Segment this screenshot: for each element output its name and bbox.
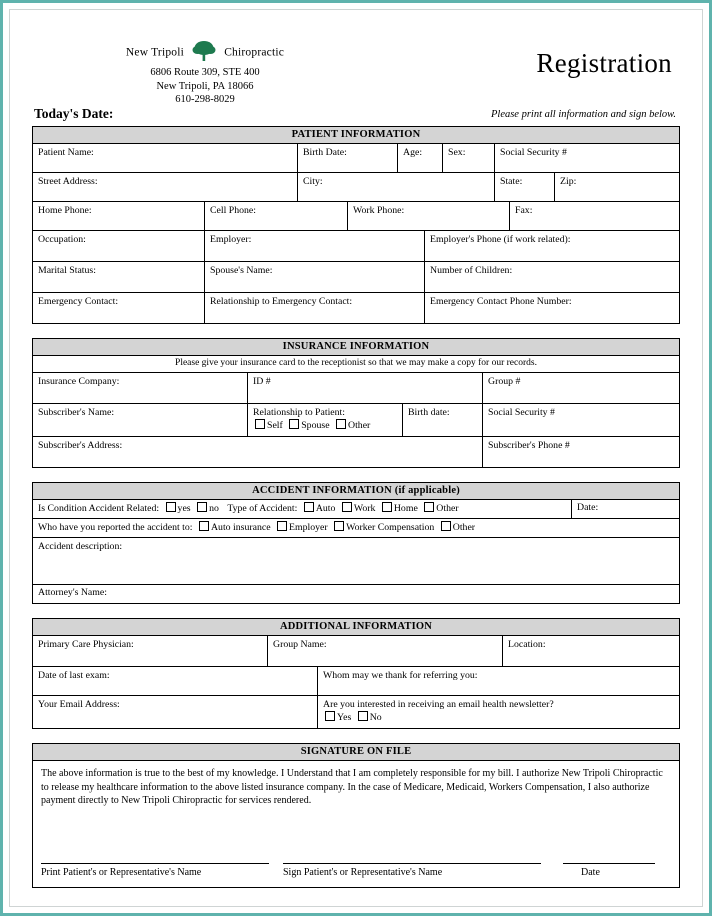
table-row	[33, 636, 679, 667]
field-state[interactable]: State:	[495, 173, 555, 201]
field-city[interactable]: City:	[298, 173, 495, 201]
todays-date-label: Today's Date:	[34, 106, 114, 121]
form-sheet	[9, 9, 703, 907]
field-insurance-id[interactable]: ID #	[248, 373, 483, 403]
field-birth-date[interactable]: Birth Date:	[298, 144, 398, 172]
table-row	[33, 500, 679, 519]
field-zip[interactable]: Zip:	[560, 176, 577, 187]
field-home-phone[interactable]: Home Phone:	[33, 202, 205, 230]
field-emergency-contact[interactable]: Emergency Contact:	[33, 293, 205, 323]
print-name-caption: Print Patient's or Representative's Name	[41, 867, 202, 878]
field-marital-status[interactable]: Marital Status:	[33, 262, 205, 292]
insurance-information-table	[32, 356, 680, 468]
field-insurance-group[interactable]: Group #	[488, 376, 521, 387]
table-row	[33, 404, 679, 437]
table-row	[33, 437, 679, 467]
field-work-phone[interactable]: Work Phone:	[348, 202, 510, 230]
field-cell-phone[interactable]: Cell Phone:	[205, 202, 348, 230]
additional-information-heading: ADDITIONAL INFORMATION	[32, 618, 680, 636]
patient-information-heading: PATIENT INFORMATION	[32, 126, 680, 144]
field-newsletter[interactable]: Are you interested in receiving an email health newsletter? Yes No	[318, 696, 679, 728]
field-employer[interactable]: Employer:	[205, 231, 425, 261]
insurance-information-heading: INSURANCE INFORMATION	[32, 338, 680, 356]
field-age[interactable]: Age:	[398, 144, 443, 172]
checkbox-self[interactable]	[255, 419, 265, 429]
field-location[interactable]: Location:	[508, 639, 546, 650]
insurance-subnote: Please give your insurance card to the receptionist so that we may make a copy for our records.	[33, 356, 679, 373]
field-primary-care-physician[interactable]: Primary Care Physician:	[33, 636, 268, 666]
tree-icon	[191, 40, 217, 66]
checkbox-spouse[interactable]	[289, 419, 299, 429]
field-street-address[interactable]: Street Address:	[33, 173, 298, 201]
clinic-name	[80, 40, 330, 66]
table-row	[33, 144, 679, 173]
field-fax[interactable]: Fax:	[515, 205, 533, 216]
checkbox-condition-yes[interactable]	[166, 502, 176, 512]
field-subscriber-birth-date[interactable]: Birth date:	[403, 404, 483, 436]
date-caption: Date	[581, 867, 600, 878]
signature-heading: SIGNATURE ON FILE	[32, 743, 680, 761]
checkbox-reported-auto-insurance[interactable]	[199, 521, 209, 531]
checkbox-type-home[interactable]	[382, 502, 392, 512]
table-row	[33, 293, 679, 323]
field-spouse-name[interactable]: Spouse's Name:	[205, 262, 425, 292]
table-row	[33, 538, 679, 585]
accident-information-table	[32, 500, 680, 604]
field-occupation[interactable]: Occupation:	[33, 231, 205, 261]
print-name-line[interactable]	[41, 863, 269, 864]
field-patient-name[interactable]: Patient Name:	[33, 144, 298, 172]
table-row	[33, 585, 679, 603]
date-line[interactable]	[563, 863, 655, 864]
field-group-name[interactable]: Group Name:	[268, 636, 503, 666]
signature-block	[32, 761, 680, 888]
field-referred-by[interactable]: Whom may we thank for referring you:	[323, 670, 478, 681]
field-subscriber-ssn[interactable]: Social Security #	[488, 407, 555, 418]
checkbox-reported-other[interactable]	[441, 521, 451, 531]
accident-reported-row: Who have you reported the accident to: Auto insurance Employer Worker Compensation Other	[38, 522, 476, 533]
field-subscriber-name[interactable]: Subscriber's Name:	[33, 404, 248, 436]
field-employer-phone[interactable]: Employer's Phone (if work related):	[430, 234, 571, 245]
checkbox-newsletter-no[interactable]	[358, 711, 368, 721]
field-insurance-company[interactable]: Insurance Company:	[33, 373, 248, 403]
clinic-address-line2: New Tripoli, PA 18066	[156, 80, 254, 92]
patient-information-section	[32, 126, 680, 324]
relationship-options: Self Spouse Other	[253, 419, 398, 432]
field-relationship-to-emergency-contact[interactable]: Relationship to Emergency Contact:	[205, 293, 425, 323]
table-row	[33, 262, 679, 293]
table-row	[33, 667, 679, 696]
field-accident-description[interactable]: Accident description:	[38, 541, 123, 552]
checkbox-other[interactable]	[336, 419, 346, 429]
clinic-logo-block	[80, 40, 330, 107]
form-header	[32, 28, 680, 104]
accident-information-heading: ACCIDENT INFORMATION (if applicable)	[32, 482, 680, 500]
clinic-name-left: New Tripoli	[125, 46, 185, 59]
field-subscriber-phone[interactable]: Subscriber's Phone #	[488, 440, 570, 451]
clinic-phone: 610-298-8029	[175, 94, 235, 105]
signature-lines	[33, 857, 679, 887]
additional-information-table	[32, 636, 680, 729]
table-row	[33, 231, 679, 262]
accident-related-row: Is Condition Accident Related: yes no Type of Accident: Auto Work Home Other	[33, 500, 572, 518]
field-accident-date[interactable]: Date:	[577, 502, 599, 513]
page-title: Registration	[536, 48, 672, 78]
sign-name-line[interactable]	[283, 863, 541, 864]
print-instruction-note: Please print all information and sign below.	[490, 109, 676, 120]
field-emergency-contact-phone[interactable]: Emergency Contact Phone Number:	[430, 296, 572, 307]
field-number-of-children[interactable]: Number of Children:	[430, 265, 513, 276]
todays-date-row	[32, 106, 680, 126]
checkbox-type-work[interactable]	[342, 502, 352, 512]
checkbox-type-other[interactable]	[424, 502, 434, 512]
insurance-information-section	[32, 338, 680, 468]
field-date-of-last-exam[interactable]: Date of last exam:	[33, 667, 318, 695]
sign-name-caption: Sign Patient's or Representative's Name	[283, 867, 443, 878]
patient-information-table	[32, 144, 680, 324]
checkbox-reported-employer[interactable]	[277, 521, 287, 531]
checkbox-reported-worker-compensation[interactable]	[334, 521, 344, 531]
field-sex[interactable]: Sex:	[443, 144, 495, 172]
field-subscriber-address[interactable]: Subscriber's Address:	[33, 437, 483, 467]
field-relationship-to-patient[interactable]: Relationship to Patient: Self Spouse Other	[248, 404, 403, 436]
checkbox-newsletter-yes[interactable]	[325, 711, 335, 721]
additional-information-section	[32, 618, 680, 729]
field-email-address[interactable]: Your Email Address:	[33, 696, 318, 728]
table-row	[33, 173, 679, 202]
clinic-address-line1: 6806 Route 309, STE 400	[150, 67, 260, 78]
checkbox-type-auto[interactable]	[304, 502, 314, 512]
table-row	[33, 519, 679, 538]
table-row	[33, 696, 679, 728]
signature-section	[32, 743, 680, 888]
newsletter-options: Yes No	[323, 711, 675, 724]
accident-information-section	[32, 482, 680, 604]
table-row	[33, 202, 679, 231]
checkbox-condition-no[interactable]	[197, 502, 207, 512]
table-row	[33, 373, 679, 404]
clinic-name-right: Chiropractic	[224, 46, 285, 59]
signature-consent-text: The above information is true to the best of my knowledge. I Understand that I am completely responsible for my bill. I authorize New Tripoli Chiropractic to release my healthcare information to the above listed insurance company. In the case of Medicare, Medicaid, Workers Compensation, I also authorize payment directly to New Tripoli Chiropractic for services rendered.	[41, 768, 663, 806]
field-attorney-name[interactable]: Attorney's Name:	[38, 587, 107, 598]
field-social-security[interactable]: Social Security #	[500, 147, 567, 158]
